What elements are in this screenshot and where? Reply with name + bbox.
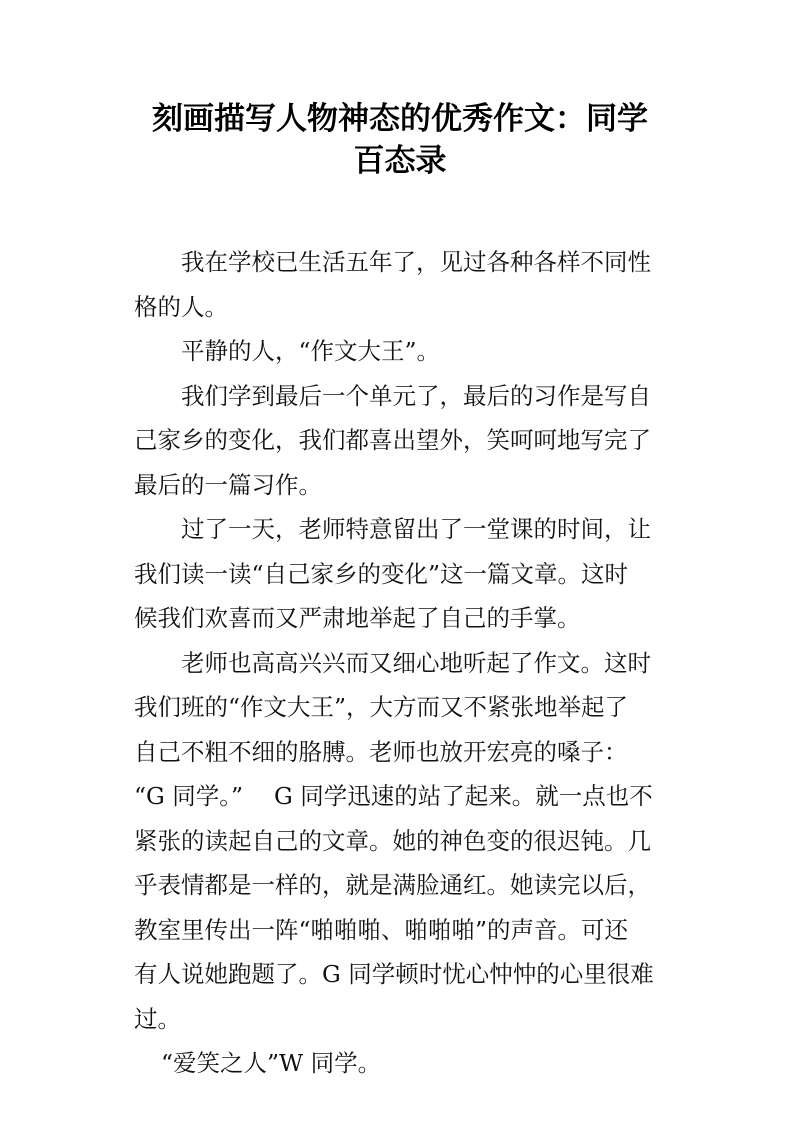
title-line-2: 百态录 — [353, 143, 447, 179]
paragraph-line: 乎表情都是一样的，就是满脸通红。她读完以后， — [134, 871, 651, 899]
paragraph-line: 我在学校已生活五年了，见过各种各样不同性 — [181, 248, 651, 276]
paragraph-line: “G 同学。” G 同学迅速的站了起来。就一点也不 — [134, 782, 653, 810]
paragraph-line: “爱笑之人”W 同学。 — [161, 1049, 382, 1077]
paragraph-line: 格的人。 — [134, 292, 228, 321]
document-body — [134, 240, 674, 1086]
title-line-1: 刻画描写人物神态的优秀作文：同学 — [152, 101, 648, 137]
paragraph-line: 有人说她跑题了。G 同学顿时忧心忡忡的心里很难 — [134, 960, 654, 988]
document-title — [100, 98, 700, 182]
paragraph-line: 过。 — [134, 1004, 181, 1033]
paragraph-line: 老师也高高兴兴而又细心地听起了作文。这时 — [181, 648, 651, 677]
paragraph-line: 教室里传出一阵“啪啪啪、啪啪啪”的声音。可还 — [134, 915, 629, 944]
paragraph-line: 我们学到最后一个单元了，最后的习作是写自 — [181, 381, 651, 410]
paragraph-line: 平静的人，“作文大王”。 — [181, 337, 441, 365]
paragraph-line: 我们班的“作文大王”，大方而又不紧张地举起了 — [134, 693, 629, 721]
paragraph-line: 候我们欢喜而又严肃地举起了自己的手掌。 — [134, 604, 581, 632]
paragraph-line: 我们读一读“自己家乡的变化”这一篇文章。这时 — [134, 559, 629, 588]
paragraph-line: 过了一天，老师特意留出了一堂课的时间，让 — [181, 515, 651, 543]
paragraph-line: 最后的一篇习作。 — [134, 470, 322, 499]
paragraph-line: 自己不粗不细的胳膊。老师也放开宏亮的嗓子： — [134, 737, 628, 766]
paragraph-line: 紧张的读起自己的文章。她的神色变的很迟钝。几 — [134, 826, 651, 855]
paragraph-line: 己家乡的变化，我们都喜出望外，笑呵呵地写完了 — [134, 426, 651, 454]
